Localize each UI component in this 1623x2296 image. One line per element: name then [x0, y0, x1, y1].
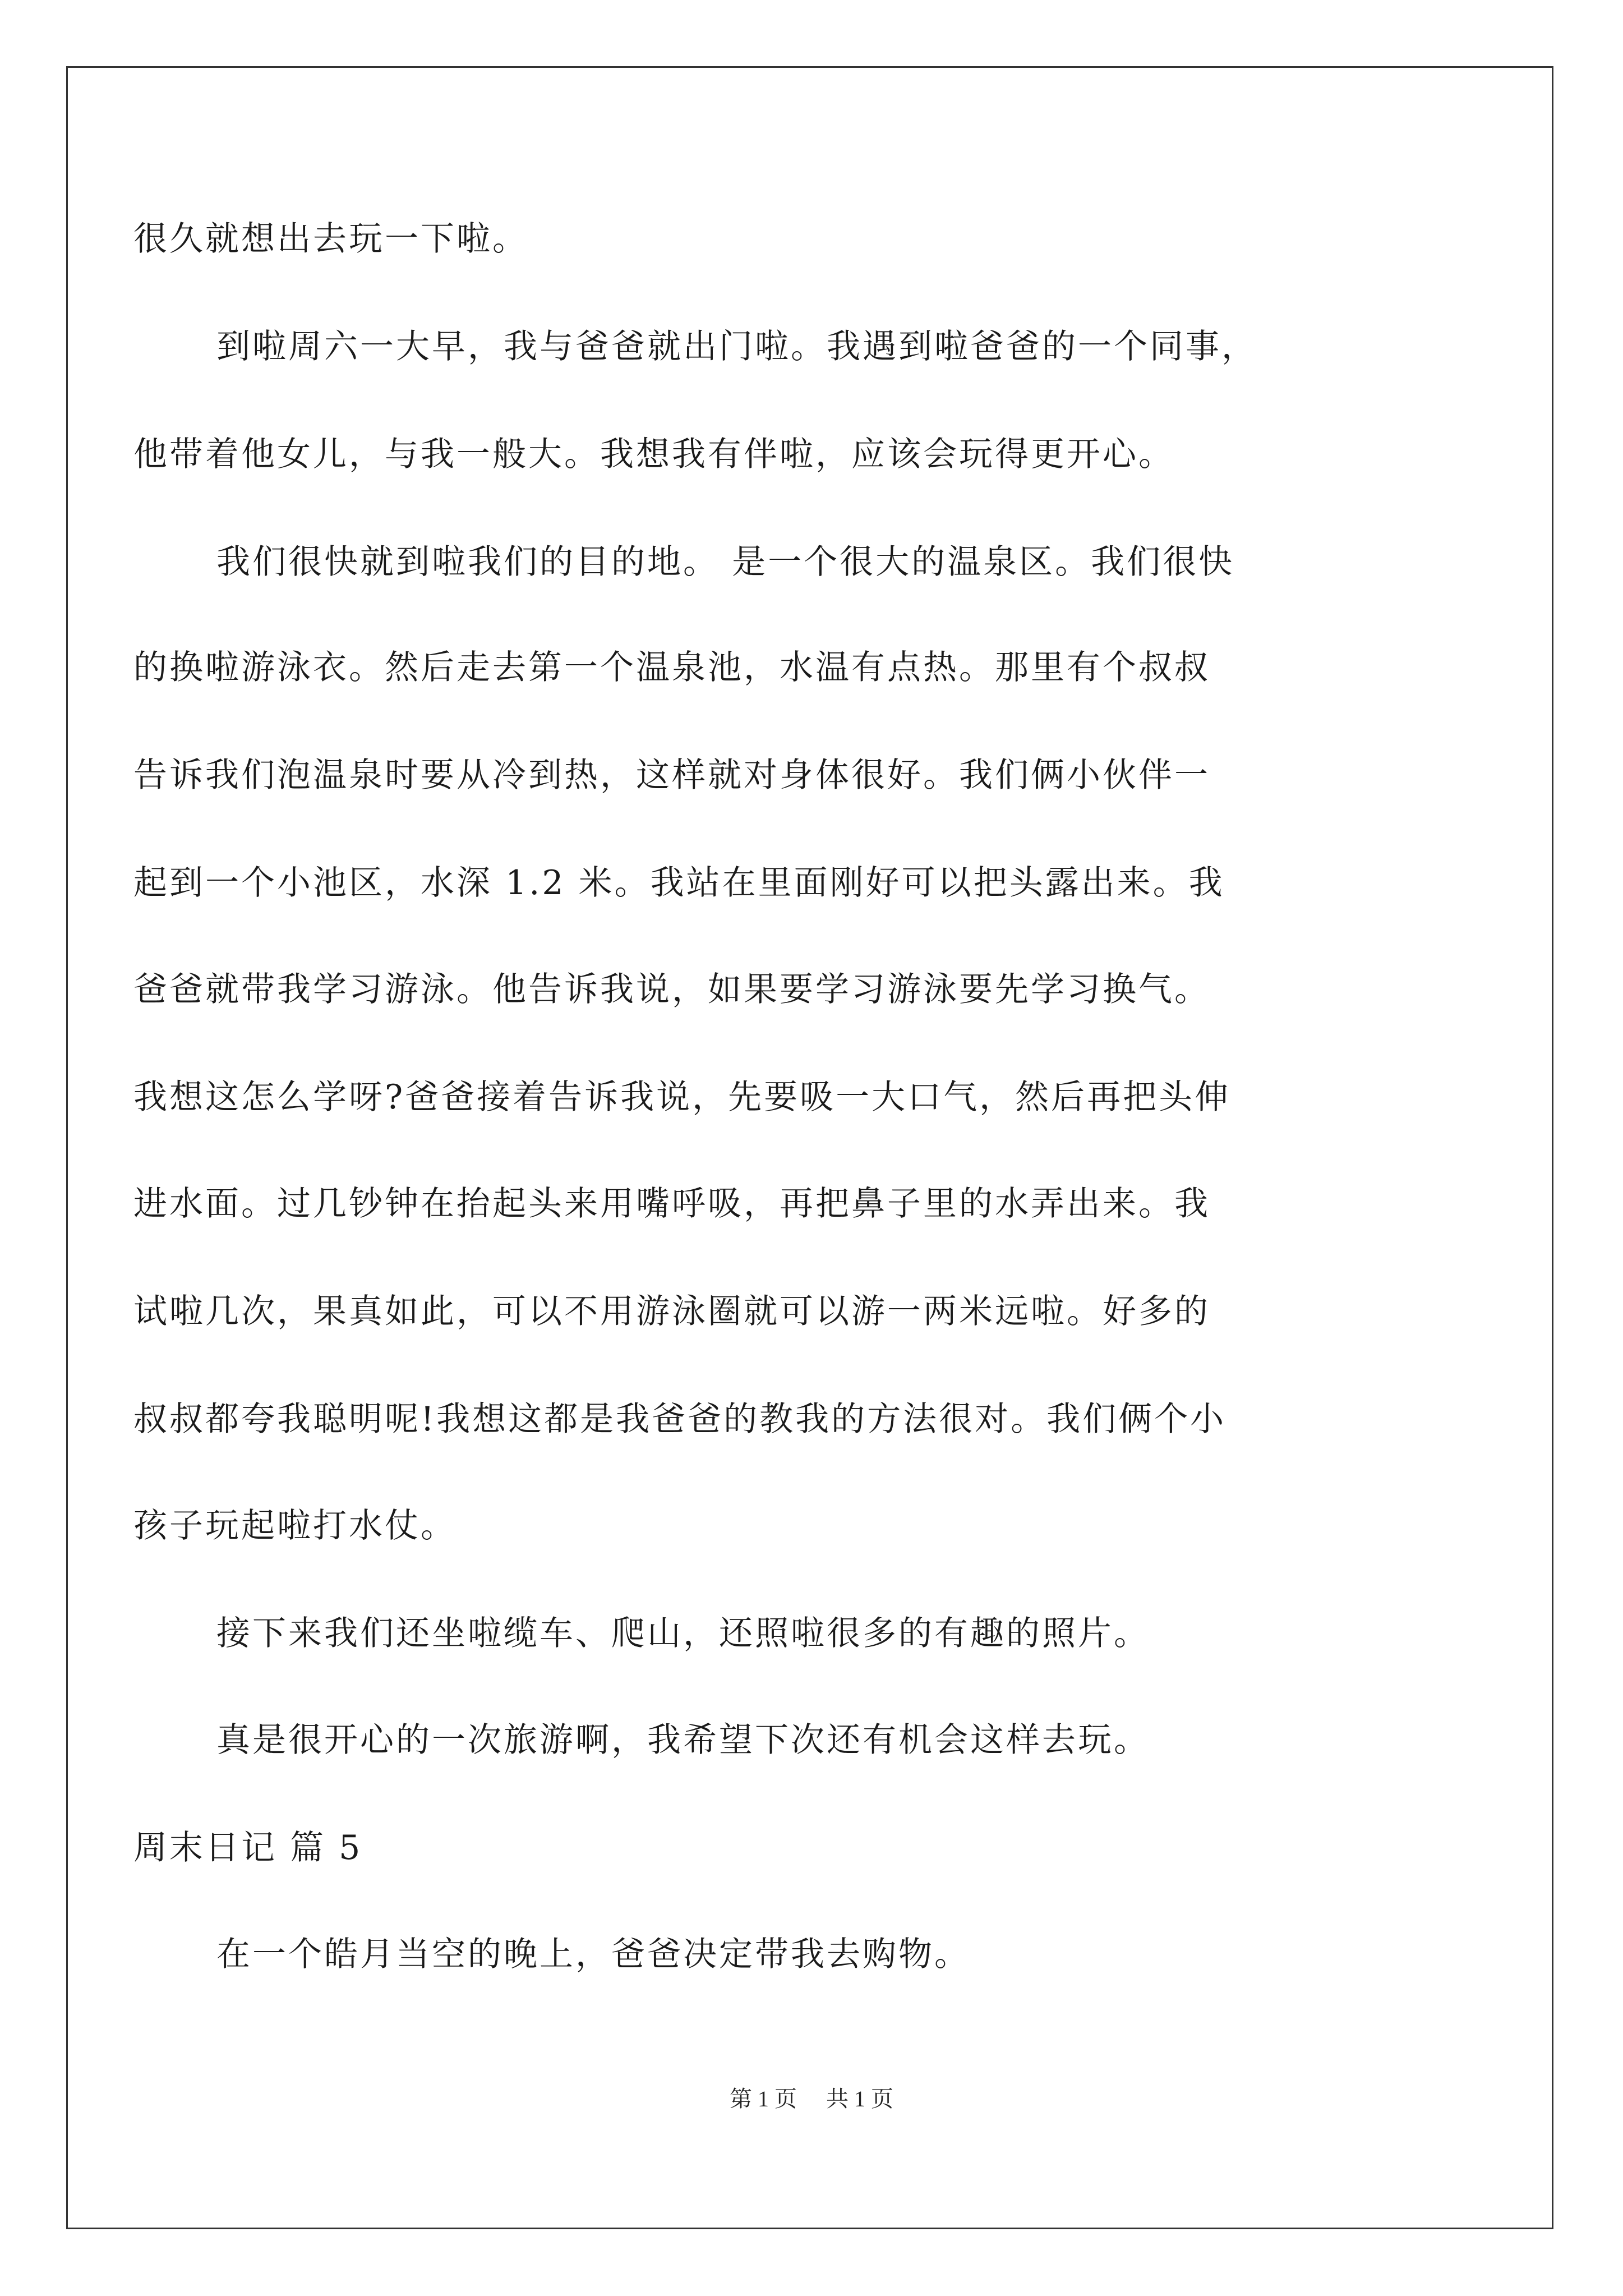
text-line: 在一个皓月当空的晚上，爸爸决定带我去购物。: [216, 1935, 970, 1974]
page-border: [66, 66, 1553, 2229]
text-line: 我想这怎么学呀?爸爸接着告诉我说，先要吸一大口气，然后再把头伸: [133, 1078, 1231, 1117]
text-line: 接下来我们还坐啦缆车、爬山，还照啦很多的有趣的照片。: [216, 1614, 1150, 1653]
page-number: 第 1 页: [730, 2086, 797, 2111]
text-line: 孩子玩起啦打水仗。: [133, 1506, 457, 1545]
text-line: 起到一个小池区，水深 1.2 米。我站在里面刚好可以把头露出来。我: [133, 863, 1225, 903]
text-line: 试啦几次，果真如此，可以不用游泳圈就可以游一两米远啦。好多的: [133, 1292, 1210, 1331]
text-line: 我们很快就到啦我们的目的地。 是一个很大的温泉区。我们很快: [216, 542, 1235, 582]
text-line: 他带着他女儿，与我一般大。我想我有伴啦，应该会玩得更开心。: [133, 435, 1174, 474]
text-line: 很久就想出去玩一下啦。: [133, 219, 528, 259]
page-footer: [0, 2086, 1623, 2113]
text-line: 的换啦游泳衣。然后走去第一个温泉池，水温有点热。那里有个叔叔: [133, 648, 1210, 687]
section-heading: 周末日记 篇 5: [133, 1828, 363, 1867]
text-line: 叔叔都夸我聪明呢!我想这都是我爸爸的教我的方法很对。我们俩个小: [133, 1400, 1227, 1439]
text-line: 告诉我们泡温泉时要从冷到热，这样就对身体很好。我们俩小伙伴一: [133, 756, 1210, 795]
page-total: 共 1 页: [826, 2086, 893, 2111]
text-line: 真是很开心的一次旅游啊，我希望下次还有机会这样去玩。: [216, 1720, 1150, 1760]
text-line: 爸爸就带我学习游泳。他告诉我说，如果要学习游泳要先学习换气。: [133, 970, 1210, 1009]
text-line: 到啦周六一大早，我与爸爸就出门啦。我遇到啦爸爸的一个同事，: [216, 327, 1257, 366]
text-line: 进水面。过几钞钟在抬起头来用嘴呼吸，再把鼻子里的水弄出来。我: [133, 1184, 1210, 1223]
